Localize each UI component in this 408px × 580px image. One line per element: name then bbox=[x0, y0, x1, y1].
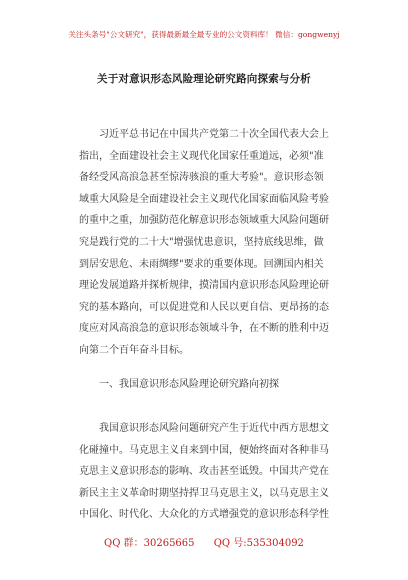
paragraph-line: 度应对风高浪急的意识形态领域斗争，在不断的胜利中迈 bbox=[79, 323, 329, 335]
section-1-heading: 一、我国意识形态风险理论研究路向初探 bbox=[99, 379, 279, 390]
paragraph-line: 克思主义意识形态的影响、攻击甚至诋毁。中国共产党在 bbox=[79, 466, 329, 478]
paragraph-line: 新民主主义革命时期坚持捍卫马克思主义，以马克思主义 bbox=[79, 487, 329, 499]
paragraph-1 bbox=[79, 124, 343, 362]
paragraph-line: 习近平总书记在中国共产党第二十次全国代表大会上 bbox=[99, 129, 329, 140]
paragraph-line: 到居安思危、未雨绸缪"要求的重要体现。回溯国内相关 bbox=[79, 258, 324, 270]
paragraph-line: 究的基本路向，可以促进党和人民以更自信、更昂扬的态 bbox=[79, 301, 329, 313]
footer-qq-group: QQ 群：30265665 bbox=[104, 538, 195, 549]
footer bbox=[0, 534, 408, 549]
header-banner: 关注头条号"公文研究"，获得最新最全最专业的公文资料库！ 微信：gongwenyj bbox=[68, 30, 340, 39]
paragraph-line: 指出，全面建设社会主义现代化国家任重道远，必须"准 bbox=[79, 150, 324, 162]
section-heading bbox=[79, 374, 343, 396]
paragraph-line: 中国化、时代化、大众化的方式增强党的意识形态科学性 bbox=[79, 509, 329, 521]
document-title: 关于对意识形态风险理论研究路向探索与分析 bbox=[97, 73, 311, 85]
paragraph-line: 的重中之重，加强防范化解意识形态领域重大风险问题研 bbox=[79, 215, 329, 227]
paragraph-line: 究是践行党的二十大"增强忧患意识，坚持底线思维，做 bbox=[79, 236, 324, 248]
paragraph-line: 向第二个百年奋斗目标。 bbox=[79, 344, 189, 356]
paragraph-line: 域重大风险是全面建设社会主义现代化国家面临风险考验 bbox=[79, 193, 329, 205]
paragraph-line: 理论发展道路并探析规律，摸清国内意识形态风险理论研 bbox=[79, 280, 329, 292]
paragraph-line: 化碰撞中。马克思主义自来到中国，便始终面对各种非马 bbox=[79, 444, 329, 456]
paragraph-line: 备经受风高浪急甚至惊涛骇浪的重大考验"。意识形态领 bbox=[79, 172, 324, 184]
paragraph-2 bbox=[79, 418, 343, 526]
paragraph-line: 我国意识形态风险问题研究产生于近代中西方思想文 bbox=[99, 423, 329, 434]
footer-qq: QQ 号:535304092 bbox=[213, 538, 304, 549]
